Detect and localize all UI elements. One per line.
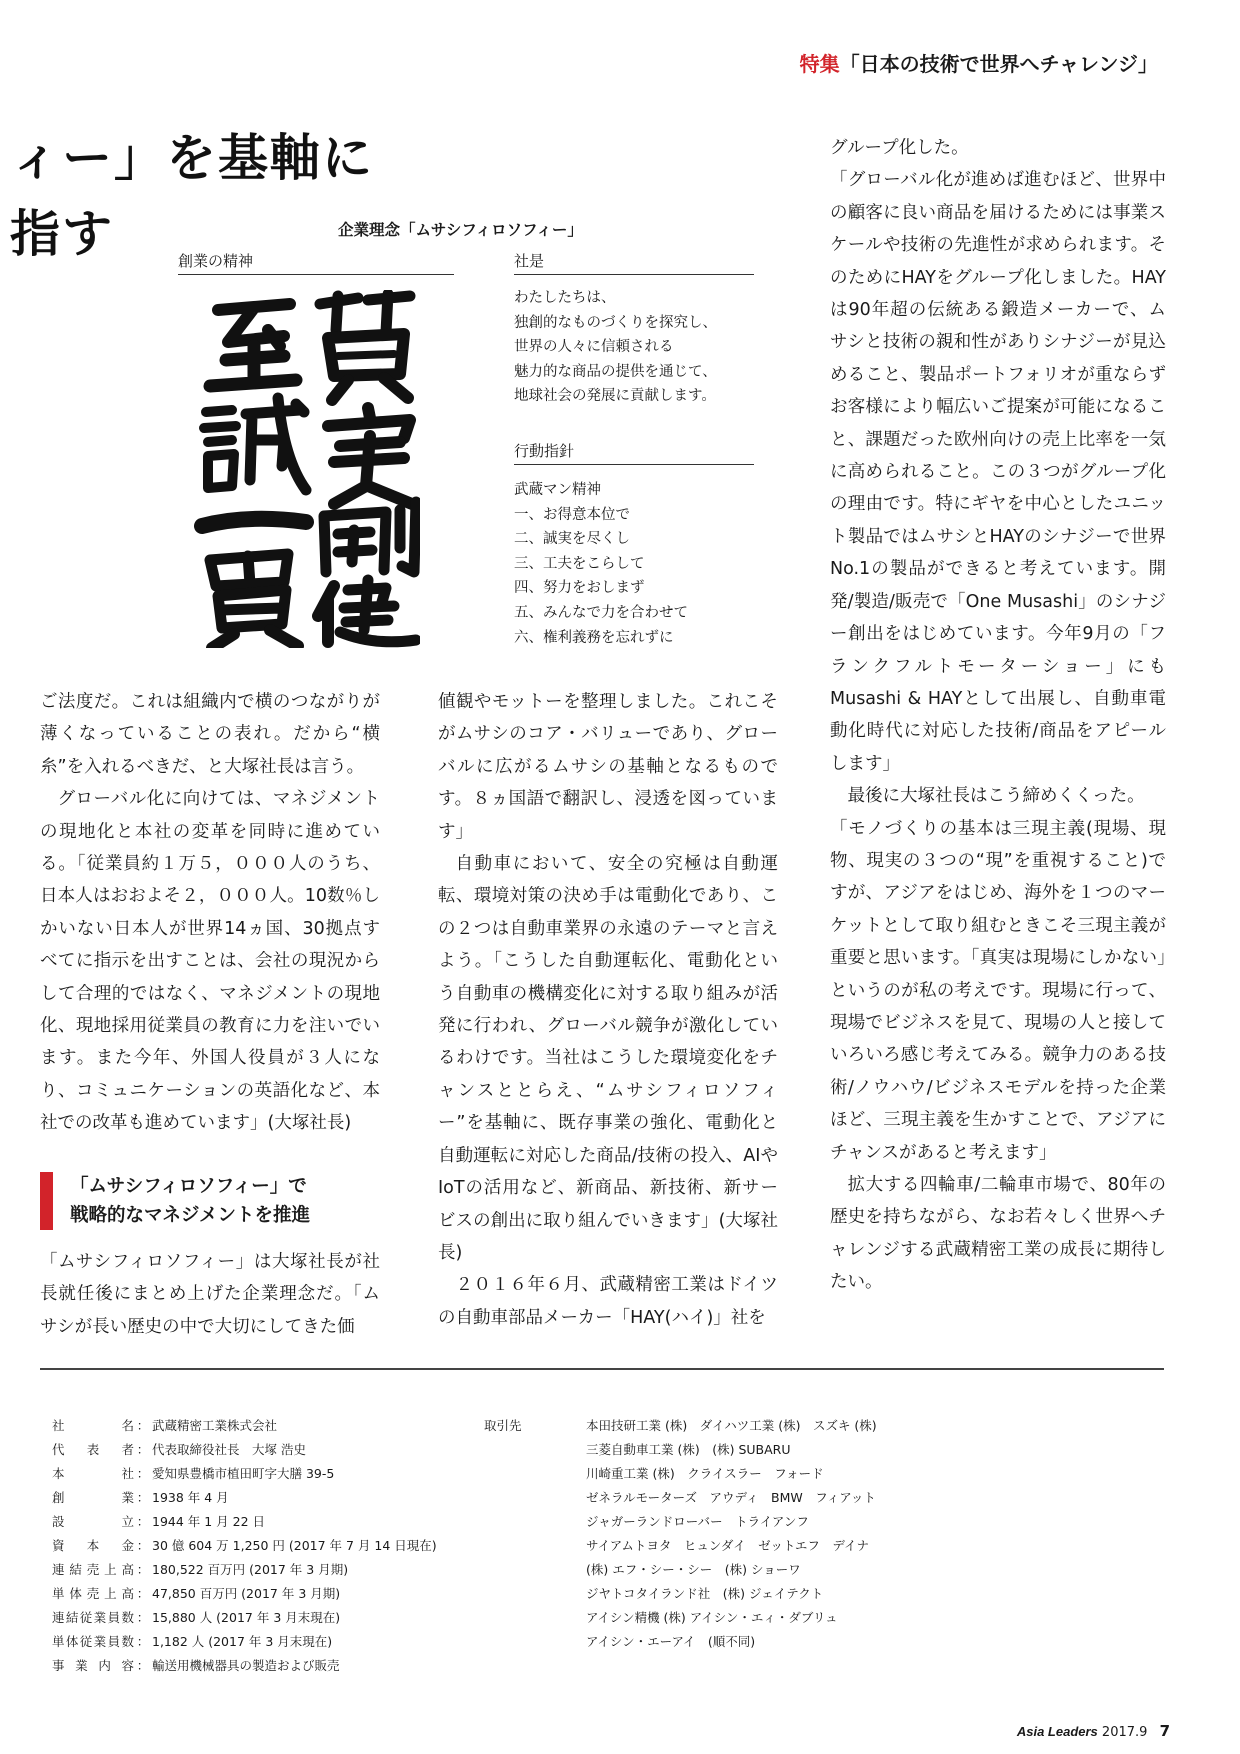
paragraph: 拡大する四輪車/二輪車市場で、80年の歴史を持ちながら、なお若々しく世界へチャレンジする武蔵精密工業の成長に期待したい。 [830,1175,1166,1293]
section-heading [40,1172,380,1230]
company-info-value: 1944 年 1 月 22 日 [152,1514,266,1529]
company-info-value: 武蔵精密工業株式会社 [152,1418,278,1433]
guideline-item: 二、誠実を尽くし [514,531,630,548]
company-info-label: 創 業 [52,1490,134,1505]
spirit-rule [178,274,454,275]
partner-line: ジヤトコタイランド社 (株) ジェイテクト [586,1586,824,1601]
divider [40,1368,1164,1370]
company-info-label: 事 業 内 容 [52,1658,134,1673]
company-info-label: 本 社 [52,1466,134,1481]
article-column-1-continued [40,1246,380,1343]
section-heading-line: 「ムサシフィロソフィー」で [70,1176,307,1197]
paragraph: 最後に大塚社長はこう締めくくった。 [847,786,1145,807]
company-info-row: 単 体 売 上 高 ： 47,850 百万円 (2017 年 3 月期) [52,1582,437,1606]
article-column-2 [438,686,778,1334]
partner-line: アイシン・エーアイ (順不同) [586,1634,756,1649]
partner-line: サイアムトヨタ ヒュンダイ ゼットエフ デイナ [586,1538,870,1553]
company-info-row: 本 社 ： 愛知県豊橋市植田町字大膳 39-5 [52,1462,437,1486]
headline-line-2: 指す [10,205,114,263]
partner-line: アイシン精機 (株) アイシン・エィ・ダブリュ [586,1610,838,1625]
guidelines-rule [514,464,754,465]
page-number: 7 [1159,1722,1170,1740]
company-info-row: 創 業 ： 1938 年 4 月 [52,1486,437,1510]
calligraphy-brush-art [188,290,420,648]
guideline-item: 一、お得意本位で [514,506,630,523]
paragraph: 自動車において、安全の究極は自動運転、環境対策の決め手は電動化であり、この２つは自動車業界の永遠のテーマと言えよう。「こうした自動運転化、電動化という自動車の機構変化に対する取り組みが活発に行われ、グローバル競争が激化しているわけです。当社はこうした環境変化をチャンスととらえ、“ムサシフィロソフィー”を基軸に、既存事業の強化、電動化と自動運転に対応した商品/技術の投入、AIやIoTの活用など、新商品、新技術、新サービスの創出に取り組んでいきます」(大塚社長) [438,854,778,1263]
paragraph: 「ムサシフィロソフィー」は大塚社長が社長就任後にまとめ上げた企業理念だ。「ムサシが長い歴史の中で大切にしてきた価 [40,1252,380,1337]
company-info-value: 15,880 人 (2017 年 3 月末現在) [152,1610,341,1625]
partner-line: 三菱自動車工業 (株) (株) SUBARU [586,1442,791,1457]
company-info-label: 資 本 金 [52,1538,134,1553]
company-info-value: 47,850 百万円 (2017 年 3 月期) [152,1586,341,1601]
guideline-item: 四、努力をおしまず [514,580,645,597]
article-column-3 [830,132,1166,1299]
company-info-row: 資 本 金 ： 30 億 604 万 1,250 円 (2017 年 7 月 14 日現在) [52,1534,437,1558]
magazine-brand: Asia Leaders [1016,1724,1098,1739]
company-info-value: 1938 年 4 月 [152,1490,229,1505]
guidelines-list [514,478,688,650]
partners-list [586,1414,877,1654]
company-info-row: 社 名 ： 武蔵精密工業株式会社 [52,1414,437,1438]
motto-line: わたしたちは、 [514,290,616,306]
company-info-label: 社 名 [52,1418,134,1433]
article-column-1 [40,686,380,1140]
guideline-item: 三、工夫をこらして [514,555,645,572]
partner-line: 川崎重工業 (株) クライスラー フォード [586,1466,824,1481]
guideline-item: 六、権利義務を忘れずに [514,629,674,646]
company-info-row: 連 結 従 業 員 数 ： 15,880 人 (2017 年 3 月末現在) [52,1606,437,1630]
paragraph: 値観やモットーを整理しました。これこそがムサシのコア・バリューであり、グローバルに広がるムサシの基軸となるものです。８ヵ国語で翻訳し、浸透を図っています」 [438,692,778,842]
paragraph: グローバル化に向けては、マネジメントの現地化と本社の変革を同時に進めている。「従業員約１万５，０００人のうち、日本人はおおよそ２，０００人。10数％しかいない日本人が世界14ヵ国、30拠点すべてに指示を出すことは、会社の現況からして合理的ではなく、マネジメントの現地化、現地採用従業員の教育に力を注いでいます。また今年、外国人役員が３人になり、コミュニケーションの英語化など、本社での改革も進めています」(大塚社長) [40,789,380,1134]
feature-label: 特集 [799,52,840,76]
page-footer [1017,1722,1170,1740]
company-info-label: 連 結 従 業 員 数 [52,1610,134,1625]
paragraph: 「モノづくりの基本は三現主義(現場、現物、現実の３つの“現”を重視すること)ですが、アジアをはじめ、海外を１つのマーケットとして取り組むときこそ三現主義が重要と思います。「真実は現場にしかない」というのが私の考えです。現場に行って、現場でビジネスを見て、現場の人と接していろいろ感じ考えてみる。競争力のある技術/ノウハウ/ビジネスモデルを持った企業ほど、三現主義を生かすことで、アジアにチャンスがあると考えます」 [830,818,1166,1163]
partner-line: ジャガーランドローバー トライアンフ [586,1514,809,1529]
philosophy-title: 企業理念「ムサシフィロソフィー」 [338,221,583,239]
issue-date: 2017.9 [1101,1725,1148,1740]
partner-line: ゼネラルモーターズ アウディ BMW フィアット [586,1490,876,1505]
company-info-row: 連 結 売 上 高 ： 180,522 百万円 (2017 年 3 月期) [52,1558,437,1582]
paragraph: ２０１６年６月、武蔵精密工業はドイツの自動車部品メーカー「HAY(ハイ)」社を [438,1275,778,1328]
guideline-item: 武蔵マン精神 [514,482,601,498]
company-info-value: 愛知県豊橋市植田町字大膳 39-5 [152,1466,335,1481]
feature-title: 「日本の技術で世界へチャレンジ」 [839,52,1158,76]
section-heading-text [70,1172,310,1230]
motto-rule [514,274,754,275]
motto-line: 世界の人々に信頼される [514,339,674,356]
company-info-table [52,1414,437,1678]
company-info-value: 代表取締役社長 大塚 浩史 [152,1442,306,1457]
company-info-value: 1,182 人 (2017 年 3 月末現在) [152,1634,333,1649]
company-info-label: 連 結 売 上 高 [52,1562,134,1577]
partner-line: 本田技研工業 (株) ダイハツ工業 (株) スズキ (株) [586,1418,877,1433]
paragraph: グループ化した。 [830,138,969,158]
feature-header [800,48,1158,77]
company-info-label: 単 体 売 上 高 [52,1586,134,1601]
motto-line: 地球社会の発展に貢献します。 [514,388,716,405]
company-info-label: 代 表 者 [52,1442,134,1457]
motto-line: 魅力的な商品の提供を通じて、 [514,363,717,380]
paragraph: ご法度だ。これは組織内で横のつながりが薄くなっていることの表れ。だから“横糸”を入れるべきだ、と大塚社長は言う。 [40,692,380,777]
motto-heading: 社是 [514,252,545,270]
guideline-item: 五、みんなで力を合わせて [514,604,688,621]
company-info-label: 単 体 従 業 員 数 [52,1634,134,1649]
company-info-value: 輸送用機械器具の製造および販売 [152,1658,340,1673]
partners-label: 取引先 [484,1418,522,1433]
partner-line: (株) エフ・シー・シー (株) ショーワ [586,1562,801,1577]
company-info-row: 事 業 内 容 ： 輸送用機械器具の製造および販売 [52,1654,437,1678]
company-info-row: 設 立 ： 1944 年 1 月 22 日 [52,1510,437,1534]
motto-list [514,286,717,409]
company-info-value: 180,522 百万円 (2017 年 3 月期) [152,1562,349,1577]
company-info-value: 30 億 604 万 1,250 円 (2017 年 7 月 14 日現在) [152,1538,437,1553]
guidelines-heading: 行動指針 [514,442,575,460]
calligraphy-image [188,290,420,648]
company-info-row: 代 表 者 ： 代表取締役社長 大塚 浩史 [52,1438,437,1462]
paragraph: 「グローバル化が進めば進むほど、世界中の顧客に良い商品を届けるためには事業スケールや技術の先進性が求められます。そのためにHAYをグループ化しました。HAYは90年超の伝統ある鍛造メーカーで、ムサシと技術の親和性がありシナジーが見込めること、製品ポートフォリオが重ならずお客様により幅広いご提案が可能になること、課題だった欧州向けの売上比率を一気に高められること。この３つがグループ化の理由です。特にギヤを中心としたユニット製品ではムサシとHAYのシナジーで世界No.1の製品ができると考えています。開発/製造/販売で「One Musashi」のシナジー創出をはじめています。今年9月の「フランクフルトモーターショー」にもMusashi & HAYとして出展し、自動車電動化時代に対応した技術/商品をアピールします」 [830,170,1166,774]
section-heading-line: 戦略的なマネジメントを推進 [70,1205,310,1226]
motto-line: 独創的なものづくりを探究し、 [514,314,717,331]
section-heading-bar [40,1172,53,1230]
spirit-heading: 創業の精神 [178,252,254,270]
headline-line-1: ィー」を基軸に [10,129,374,187]
company-info-row: 単 体 従 業 員 数 ： 1,182 人 (2017 年 3 月末現在) [52,1630,437,1654]
company-info-label: 設 立 [52,1514,134,1529]
